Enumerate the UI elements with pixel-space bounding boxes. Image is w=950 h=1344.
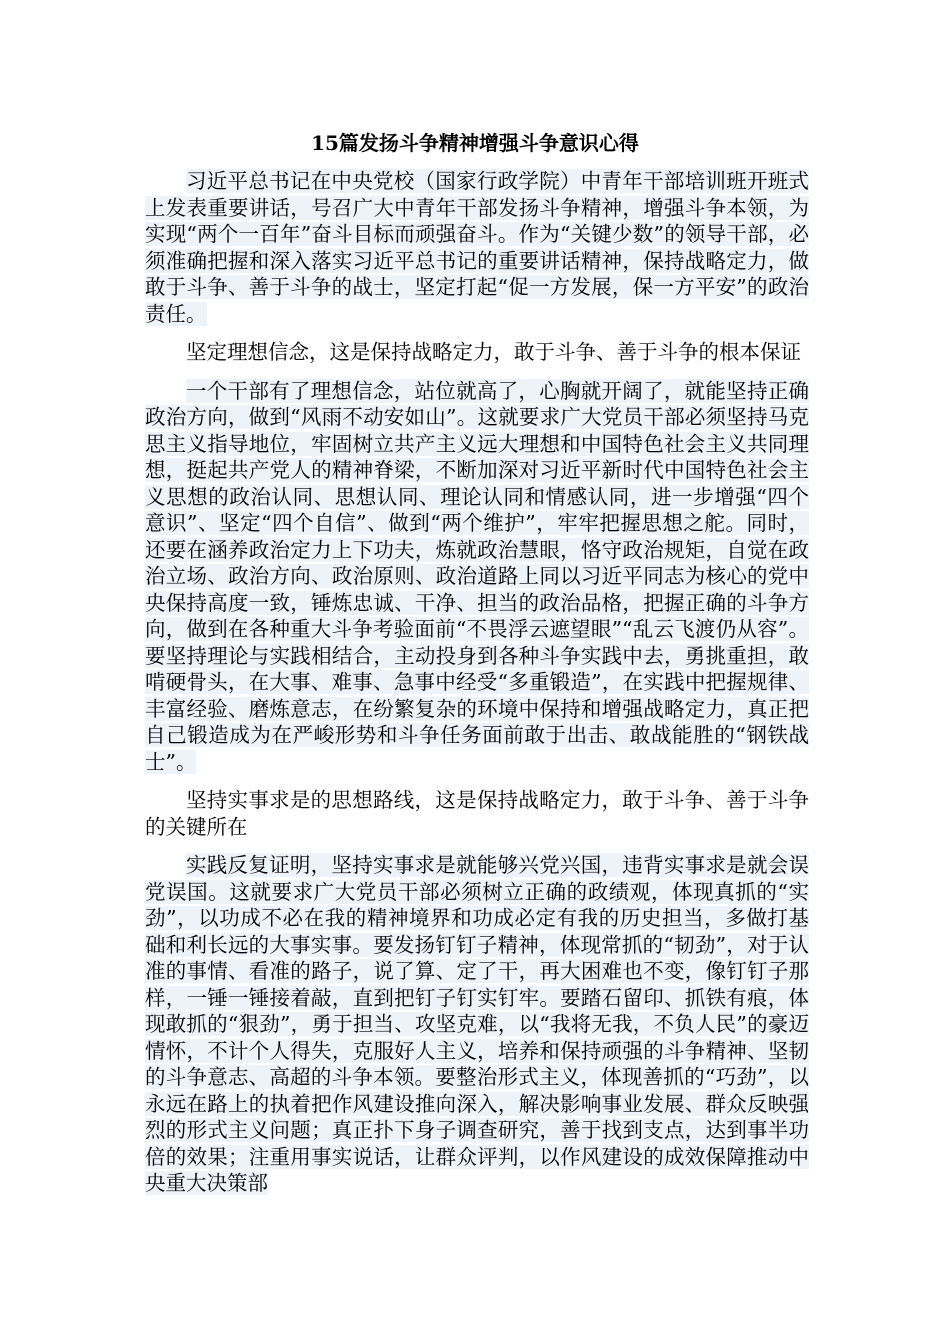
paragraph-intro (145, 168, 809, 327)
paragraph-text: 习近平总书记在中央党校（国家行政学院）中青年干部培训班开班式上发表重要讲话，号召广大中青年干部发扬斗争精神，增强斗争本领，为实现“两个一百年”奋斗目标而顽强奋斗。作为“关键少数”的领导干部，必须准确把握和深入落实习近平总书记的重要讲话精神，保持战略定力，做敢于斗争、善于斗争的战士，坚定打起“促一方发展，保一方平安”的政治责任。 (145, 169, 809, 326)
paragraph-text: 一个干部有了理想信念，站位就高了，心胸就开阔了，就能坚持正确政治方向，做到“风雨不动安如山”。这就要求广大党员干部必须坚持马克思主义指导地位，牢固树立共产主义远大理想和中国特色社会主义共同理想，挺起共产党人的精神脊梁，不断加深对习近平新时代中国特色社会主义思想的政治认同、思想认同、理论认同和情感认同，进一步增强“四个意识”、坚定“四个自信”、做到“两个维护”，牢牢把握思想之舵。同时，还要在涵养政治定力上下功夫，炼就政治慧眼，恪守政治规矩，自觉在政治立场、政治方向、政治原则、政治道路上同以习近平同志为核心的党中央保持高度一致，锤炼忠诚、干净、担当的政治品格，把握正确的斗争方向，做到在各种重大斗争考验面前“不畏浮云遮望眼”“乱云飞渡仍从容”。要坚持理论与实践相结合，主动投身到各种斗争实践中去，勇挑重担，敢啃硬骨头，在大事、难事、急事中经受“多重锻造”，在实践中把握规律、丰富经验、磨炼意志，在纷繁复杂的环境中保持和增强战略定力，真正把自己锻造成为在严峻形势和斗争任务面前敢于出击、敢战能胜的“钢铁战士”。 (145, 378, 809, 774)
section-heading-truth (145, 787, 809, 840)
document-title: 15篇发扬斗争精神增强斗争意识心得 (311, 131, 639, 155)
paragraph-truth (145, 852, 809, 1197)
paragraph-ideals (145, 378, 809, 776)
paragraph-text: 实践反复证明，坚持实事求是就能够兴党兴国，违背实事求是就会误党误国。这就要求广大党员干部必须树立正确的政绩观，体现真抓的“实劲”，以功成不必在我的精神境界和功成必定有我的历史担当，多做打基础和利长远的大事实事。要发扬钉钉子精神，体现常抓的“韧劲”，对于认准的事情、看准的路子，说了算、定了干，再大困难也不变，像钉钉子那样，一锤一锤接着敲，直到把钉子钉实钉牢。要踏石留印、抓铁有痕，体现敢抓的“狠劲”，勇于担当、攻坚克难，以“我将无我，不负人民”的豪迈情怀，不计个人得失，克服好人主义，培养和保持顽强的斗争精神、坚韧的斗争意志、高超的斗争本领。要整治形式主义，体现善抓的“巧劲”，以永远在路上的执着把作风建设推向深入，解决影响事业发展、群众反映强烈的形式主义问题；真正扑下身子调查研究，善于找到支点，达到事半功倍的效果；注重用事实说话，让群众评判，以作风建设的成效保障推动中央重大决策部 (145, 853, 809, 1195)
section-heading-ideals (145, 339, 809, 366)
heading-text: 坚持实事求是的思想路线，这是保持战略定力，敢于斗争、善于斗争的关键所在 (145, 788, 809, 839)
document-body (145, 168, 809, 1209)
heading-text: 坚定理想信念，这是保持战略定力，敢于斗争、善于斗争的根本保证 (186, 340, 801, 364)
